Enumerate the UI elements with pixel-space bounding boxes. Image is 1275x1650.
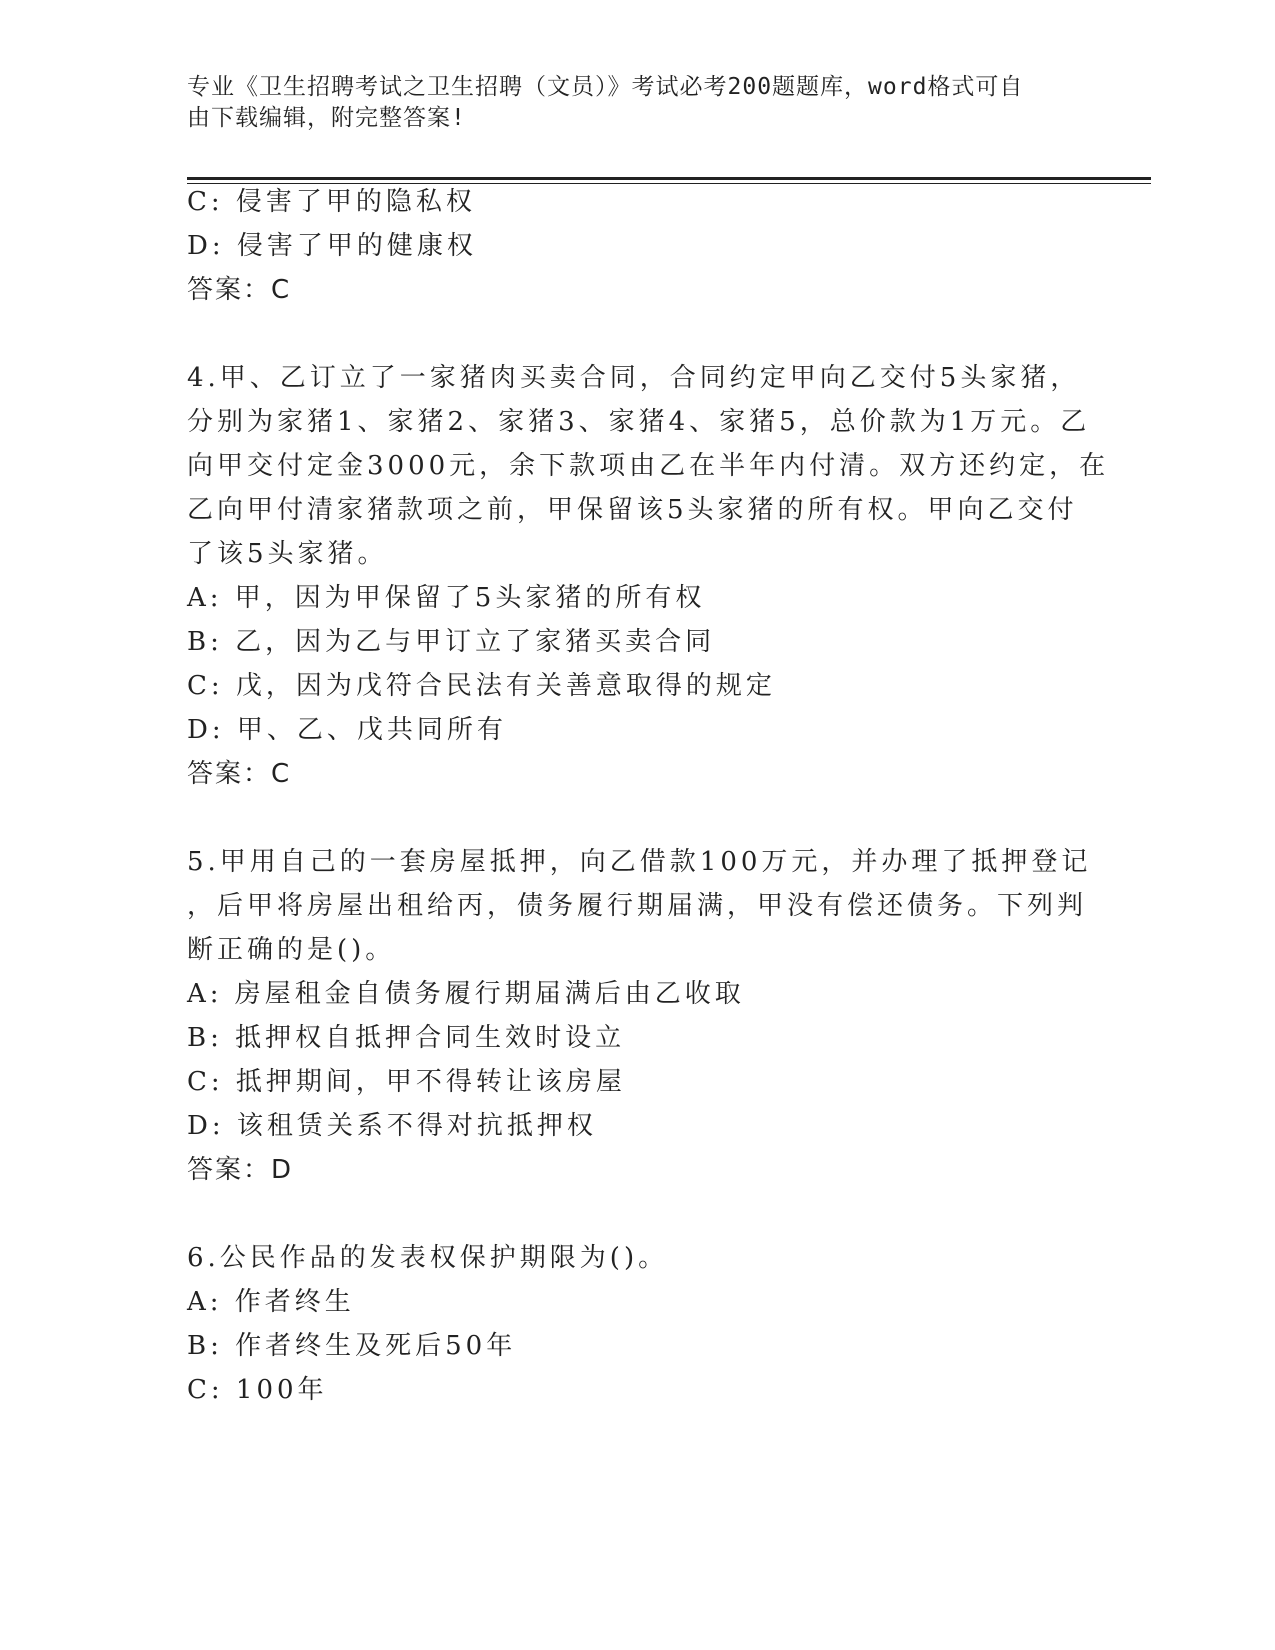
q4-stem-line-5: 了该5头家猪。 xyxy=(187,539,388,569)
q6-option-c: C: 100年 xyxy=(187,1375,328,1405)
q5-option-a: A: 房屋租金自债务履行期届满后由乙收取 xyxy=(187,979,745,1009)
q5-answer: 答案：D xyxy=(187,1155,294,1185)
q4-stem-line-4: 乙向甲付清家猪款项之前，甲保留该5头家猪的所有权。甲向乙交付 xyxy=(187,495,1078,525)
q6-stem-line-1: 6.公民作品的发表权保护期限为()。 xyxy=(187,1243,669,1273)
q3-answer: 答案：C xyxy=(187,275,292,305)
document-header xyxy=(187,72,1067,134)
q4-option-d: D: 甲、乙、戊共同所有 xyxy=(187,715,507,745)
q5-stem-line-1: 5.甲用自己的一套房屋抵押，向乙借款100万元，并办理了抵押登记 xyxy=(187,847,1092,877)
q4-stem-line-2: 分别为家猪1、家猪2、家猪3、家猪4、家猪5，总价款为1万元。乙 xyxy=(187,407,1091,437)
q5-option-c: C: 抵押期间，甲不得转让该房屋 xyxy=(187,1067,626,1097)
q5-option-d: D: 该租赁关系不得对抗抵押权 xyxy=(187,1111,597,1141)
header-divider-thick xyxy=(187,177,1151,180)
header-title-line-2: 由下载编辑，附完整答案! xyxy=(187,105,466,131)
q4-option-c: C: 戊，因为戊符合民法有关善意取得的规定 xyxy=(187,671,776,701)
q4-stem-line-3: 向甲交付定金3000元，余下款项由乙在半年内付清。双方还约定，在 xyxy=(187,451,1110,481)
q5-stem-line-3: 断正确的是()。 xyxy=(187,935,396,965)
q4-stem-line-1: 4.甲、乙订立了一家猪肉买卖合同，合同约定甲向乙交付5头家猪， xyxy=(187,363,1081,393)
q6-option-a: A: 作者终生 xyxy=(187,1287,355,1317)
q5-stem-line-2: ，后甲将房屋出租给丙，债务履行期届满，甲没有偿还债务。下列判 xyxy=(187,891,1088,921)
q4-answer: 答案：C xyxy=(187,759,292,789)
q6-option-b: B: 作者终生及死后50年 xyxy=(187,1331,517,1361)
q4-option-a: A: 甲，因为甲保留了5头家猪的所有权 xyxy=(187,583,706,613)
q3-option-c: C: 侵害了甲的隐私权 xyxy=(187,187,476,217)
header-divider-thin xyxy=(187,183,1151,184)
q4-option-b: B: 乙，因为乙与甲订立了家猪买卖合同 xyxy=(187,627,716,657)
header-title-line-1: 专业《卫生招聘考试之卫生招聘（文员）》考试必考200题题库，word格式可自 xyxy=(187,74,1024,100)
q3-option-d: D: 侵害了甲的健康权 xyxy=(187,231,477,261)
q5-option-b: B: 抵押权自抵押合同生效时设立 xyxy=(187,1023,626,1053)
